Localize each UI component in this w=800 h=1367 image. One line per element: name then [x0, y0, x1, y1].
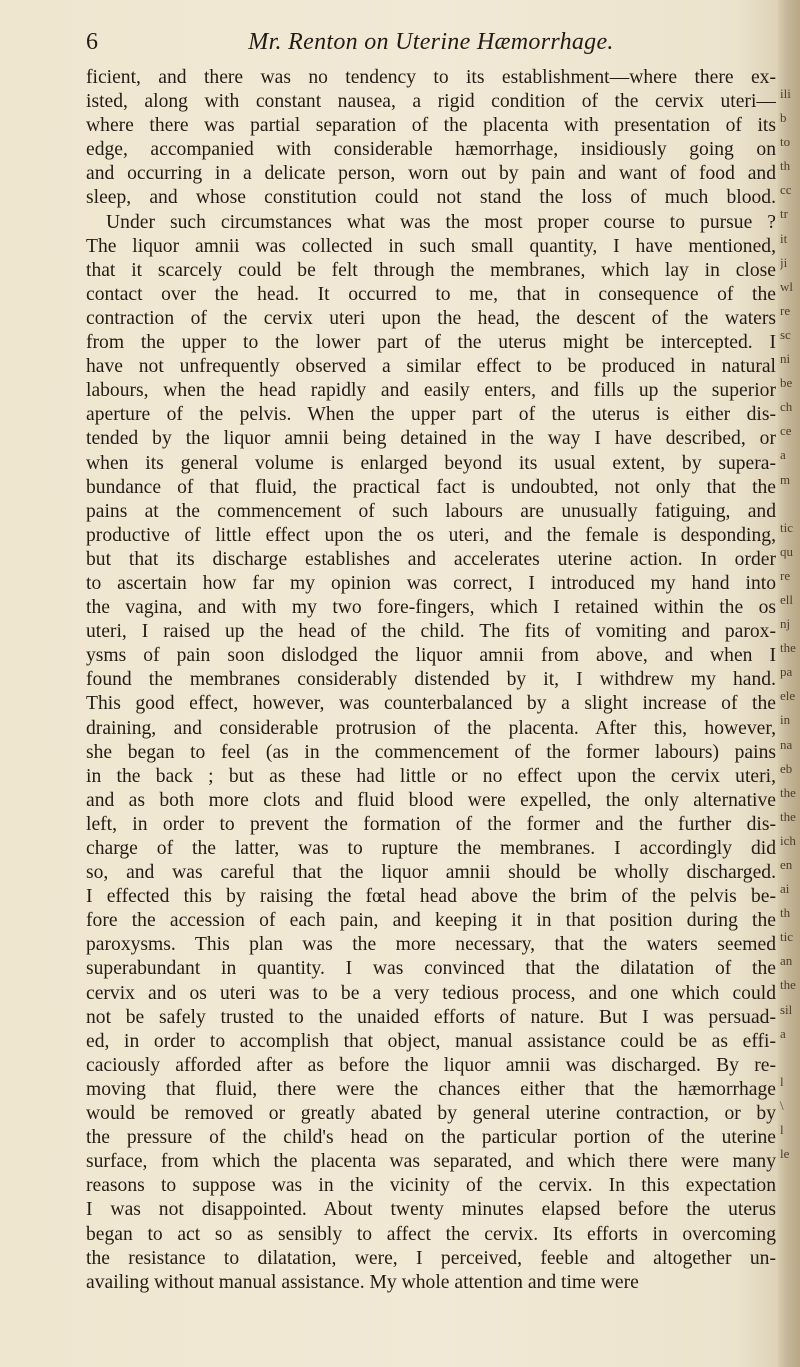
adjacent-page-text-fragments [780, 82, 800, 1214]
text-line: caciously afforded after as before the liquor amnii was discharged. By re- [86, 1054, 776, 1076]
edge-fragment: ji [780, 254, 788, 270]
text-line: contraction of the cervix uteri upon the head, the descent of the waters [86, 307, 776, 329]
text-line: labours, when the head rapidly and easily enters, and fills up the superior [86, 380, 776, 402]
edge-fragment: le [780, 1146, 790, 1162]
edge-fragment: tic [780, 519, 793, 535]
text-line: she began to feel (as in the commencement of the former labours) pains [86, 741, 776, 763]
edge-fragment: ce [780, 423, 792, 439]
text-line: ficient, and there was no tendency to its establishment—where there ex- [86, 67, 776, 88]
edge-fragment [780, 1190, 800, 1214]
text-line: where there was partial separation of the placenta with presentation of its [86, 115, 776, 137]
edge-fragment: the [780, 784, 796, 800]
text-line: I was not disappointed. About twenty minutes elapsed before the uterus [86, 1199, 776, 1221]
edge-fragment: sc [780, 326, 791, 342]
edge-fragment: the [780, 640, 796, 656]
text-line: sleep, and whose constitution could not stand the loss of much blood. [86, 187, 776, 209]
edge-fragment: ch [780, 399, 793, 415]
text-line: contact over the head. It occurred to me, that in consequence of the [86, 283, 776, 305]
text-line: productive of little effect upon the os uteri, and the female is desponding, [86, 524, 776, 546]
edge-fragment: cc [780, 182, 792, 198]
edge-fragment: na [780, 736, 793, 752]
text-line: the pressure of the child's head on the particular portion of the uterine [86, 1127, 776, 1149]
edge-fragment: the [780, 808, 796, 824]
text-line: have not unfrequently observed a similar effect to be produced in natural [86, 356, 776, 378]
edge-fragment: re [780, 302, 791, 318]
text-line: fore the accession of each pain, and keeping it in that position during the [86, 910, 776, 932]
text-line: surface, from which the placenta was separated, and which there were many [86, 1151, 776, 1173]
text-line: aperture of the pelvis. When the upper part of the uterus is either dis- [86, 404, 776, 426]
text-line: and occurring in a delicate person, worn out by pain and want of food and [86, 163, 776, 185]
text-line: to ascertain how far my opinion was correct, I introduced my hand into [86, 572, 776, 594]
edge-fragment [780, 492, 800, 516]
text-line: paroxysms. This plan was the more necessary, that the waters seemed [86, 934, 776, 956]
text-line: This good effect, however, was counterbalanced by a slight increase of the [86, 693, 776, 715]
page-header [86, 26, 776, 60]
text-line: not be safely trusted to the unaided efforts of nature. But I was persuad- [86, 1006, 776, 1028]
edge-fragment: th [780, 905, 791, 921]
text-line: cervix and os uteri was to be a very tedious process, and one which could [86, 982, 776, 1004]
edge-fragment: l [780, 1122, 784, 1138]
text-line: charge of the latter, was to rupture the membranes. I accordingly did [86, 838, 776, 859]
text-line: from the upper to the lower part of the uterus might be intercepted. I [86, 332, 776, 354]
edge-fragment: in [780, 712, 791, 728]
edge-fragment [780, 1166, 800, 1190]
text-line: moving that fluid, there were the chances either that the hæmorrhage [86, 1078, 776, 1100]
text-line: when its general volume is enlarged beyond its usual extent, by supera- [86, 452, 776, 474]
edge-fragment: to [780, 134, 791, 150]
text-line: began to act so as sensibly to affect the cervix. Its efforts in overcoming [86, 1223, 776, 1245]
text-line: I effected this by raising the fœtal head above the brim of the pelvis be- [86, 886, 776, 908]
text-line: in the back ; but as these had little or no effect upon the cervix uteri, [86, 765, 776, 787]
edge-fragment: b [780, 110, 787, 126]
text-line: ed, in order to accomplish that object, manual assistance could be as effi- [86, 1030, 776, 1052]
text-line: and as both more clots and fluid blood were expelled, the only alternative [86, 789, 776, 811]
edge-fragment: ich [780, 832, 796, 848]
edge-fragment: qu [780, 543, 793, 559]
edge-fragment: ele [780, 688, 796, 704]
edge-fragment: be [780, 375, 793, 391]
edge-fragment: ai [780, 881, 790, 897]
text-line: that it scarcely could be felt through the membranes, which lay in close [86, 259, 776, 281]
edge-fragment: re [780, 567, 791, 583]
text-line: Under such circumstances what was the most proper course to pursue ? [106, 211, 776, 233]
text-line: found the membranes considerably distended by it, I withdrew my hand. [86, 669, 776, 691]
text-line: availing without manual assistance. My whole attention and time were [86, 1271, 639, 1293]
text-line: superabundant in quantity. I was convinced that the dilatation of the [86, 958, 776, 980]
edge-fragment [780, 1046, 800, 1070]
text-line: so, and was careful that the liquor amnii should be wholly discharged. [86, 862, 776, 884]
edge-fragment: wl [780, 278, 793, 294]
edge-fragment: ell [780, 591, 793, 607]
text-line: draining, and considerable protrusion of the placenta. After this, however, [86, 717, 776, 739]
edge-fragment: l [780, 1073, 784, 1089]
edge-fragment: it [780, 230, 788, 246]
text-line: uteri, I raised up the head of the child. The fits of vomiting and parox- [86, 621, 776, 643]
edge-fragment: the [780, 977, 796, 993]
text-line: reasons to suppose was in the vicinity of the cervix. In this expectation [86, 1175, 776, 1197]
edge-fragment: th [780, 158, 791, 174]
running-title: Mr. Renton on Uterine Hæmorrhage. [248, 29, 614, 55]
edge-fragment: tic [780, 929, 793, 945]
text-line: but that its discharge establishes and accelerates uterine action. In order [86, 548, 776, 570]
edge-fragment: ni [780, 351, 791, 367]
text-line: isted, along with constant nausea, a rigid condition of the cervix uteri— [86, 91, 776, 113]
edge-fragment: en [780, 857, 793, 872]
edge-fragment: tr [780, 206, 788, 222]
edge-fragment: sil [780, 1001, 793, 1017]
text-line: ysms of pain soon dislodged the liquor amnii from above, and when I [86, 645, 776, 667]
text-line: The liquor amnii was collected in such small quantity, I have mentioned, [86, 235, 776, 257]
edge-fragment: an [780, 953, 793, 969]
edge-fragment: \ [780, 1097, 784, 1113]
edge-fragment: a [780, 1025, 786, 1041]
text-line: edge, accompanied with considerable hæmorrhage, insidiously going on [86, 139, 776, 161]
text-line: the resistance to dilatation, were, I perceived, feeble and altogether un- [86, 1247, 776, 1269]
page-number: 6 [86, 29, 98, 55]
edge-fragment: pa [780, 664, 793, 680]
text-line: bundance of that fluid, the practical fact is undoubted, not only that the [86, 476, 776, 498]
body-text [86, 66, 776, 1295]
text-line: left, in order to prevent the formation of the former and the further dis- [86, 813, 776, 835]
text-line: tended by the liquor amnii being detained in the way I have described, or [86, 428, 776, 450]
edge-fragment: a [780, 447, 786, 463]
text-line: would be removed or greatly abated by general uterine contraction, or by [86, 1103, 776, 1125]
text-line: the vagina, and with my two fore-fingers, which I retained within the os [86, 597, 776, 619]
edge-fragment: ili [780, 86, 791, 101]
edge-fragment: m [780, 471, 791, 487]
edge-fragment: eb [780, 760, 793, 776]
edge-fragment: nj [780, 616, 791, 632]
text-line: pains at the commencement of such labours are unusually fatiguing, and [86, 500, 776, 522]
